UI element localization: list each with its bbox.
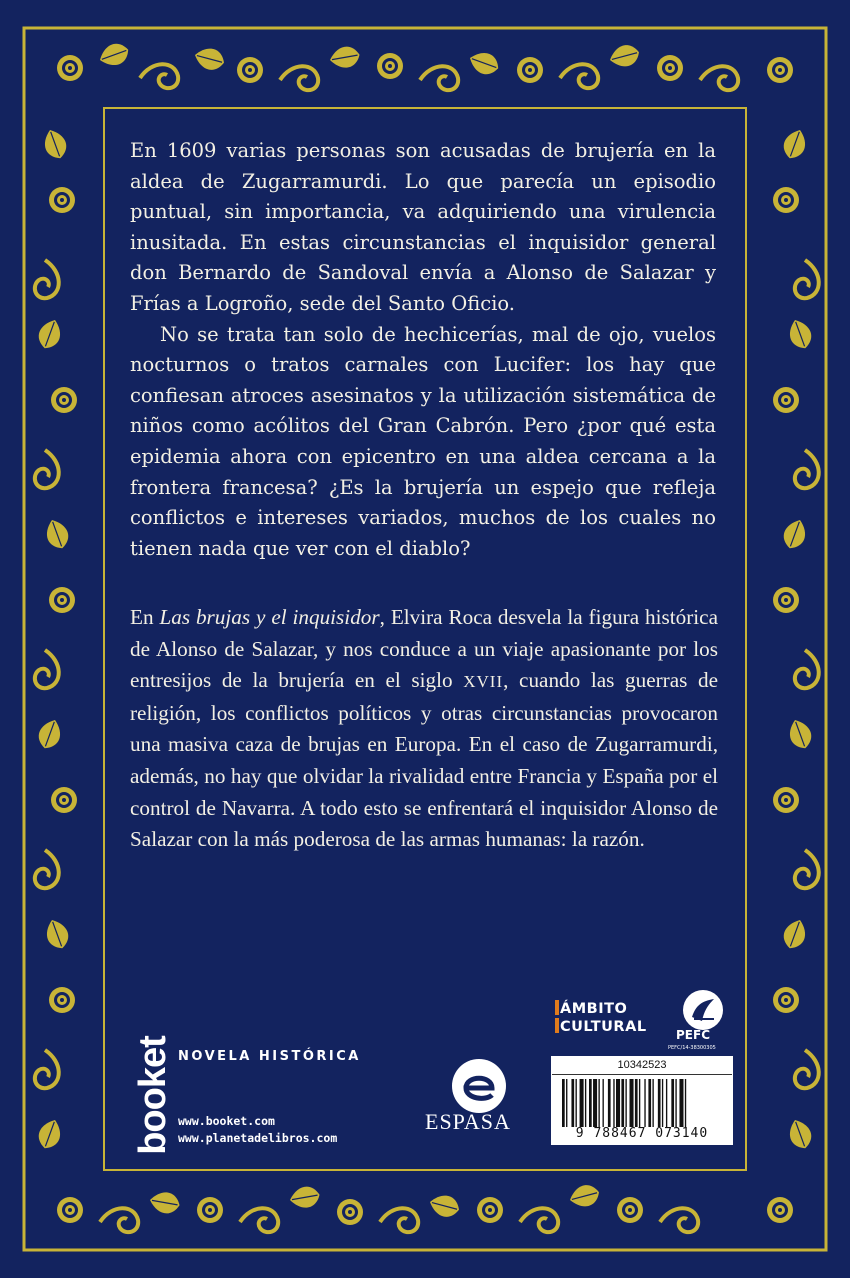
barcode	[551, 1056, 733, 1145]
book-title: Las brujas y el inquisidor	[159, 605, 380, 629]
synopsis	[130, 136, 716, 564]
description-part-2: , cuando las guerras de religión, los conflictos políticos y otras circunstancias provocaron una masiva caza de brujas en Europa. En el caso de Zugarramurdi, además, no hay que olvidar la rivalidad entre Francia y España por el control de Navarra. A todo esto se enfrentará el inquisidor Alonso de Salazar con la más poderosa de las armas humanas: la razón.	[130, 668, 718, 852]
book-description	[130, 602, 718, 856]
synopsis-paragraph-2: No se trata tan solo de hechicerías, mal de ojo, vuelos nocturnos o tratos carnales con Lucifer: los hay que confiesan atroces asesinatos y la utilización sistemática de niños como acólitos del Gran Cabrón. Pero ¿por qué esta epidemia ahora con epicentro en una aldea cercana a la frontera francesa? ¿Es la brujería un espejo que refleja conflictos e intereses variados, muchos de los cuales no tienen nada que ver con el diablo?	[130, 322, 716, 560]
espasa-logo-icon	[448, 1055, 510, 1117]
url-planeta: www.planetadelibros.com	[178, 1131, 338, 1145]
isbn-digits: 9 788467 073140	[575, 1126, 709, 1141]
century-numeral: XVII	[463, 672, 504, 692]
ambito-line-1: MBITO	[571, 1001, 628, 1017]
pefc-label: PEFC	[676, 1028, 710, 1042]
pefc-tree-icon	[680, 987, 726, 1033]
imprint-name: ESPASA	[425, 1109, 511, 1134]
barcode-reference: 10342523	[552, 1057, 732, 1075]
description-prefix: En	[130, 605, 160, 629]
description-paragraph	[130, 602, 718, 856]
publisher-urls	[178, 1113, 337, 1147]
genre-label: NOVELA HISTÓRICA	[178, 1049, 361, 1064]
url-booket: www.booket.com	[178, 1114, 275, 1128]
pefc-code: PEFC/14-38300305	[668, 1045, 716, 1051]
description-part-1: , Elvira Roca desvela la figura histórica de Alonso de Salazar, y nos conduce a un viaje apasionante por los entresijos de la brujería en el siglo	[130, 605, 718, 693]
synopsis-paragraph-1: En 1609 varias personas son acusadas de brujería en la aldea de Zugarramurdi. Lo que parecía un episodio puntual, sin importancia, va adquiriendo una virulencia inusitada. En estas circunstancias el inquisidor general don Bernardo de Sandoval envía a Alonso de Salazar y Frías a Logroño, sede del Santo Oficio.	[130, 139, 716, 315]
ambito-line-2: ULTURAL	[571, 1019, 647, 1035]
booket-logo: booket	[131, 1036, 174, 1155]
barcode-bars	[560, 1079, 724, 1127]
ambito-cultural-logo: ÁMBITO CULTURAL	[555, 1000, 647, 1036]
